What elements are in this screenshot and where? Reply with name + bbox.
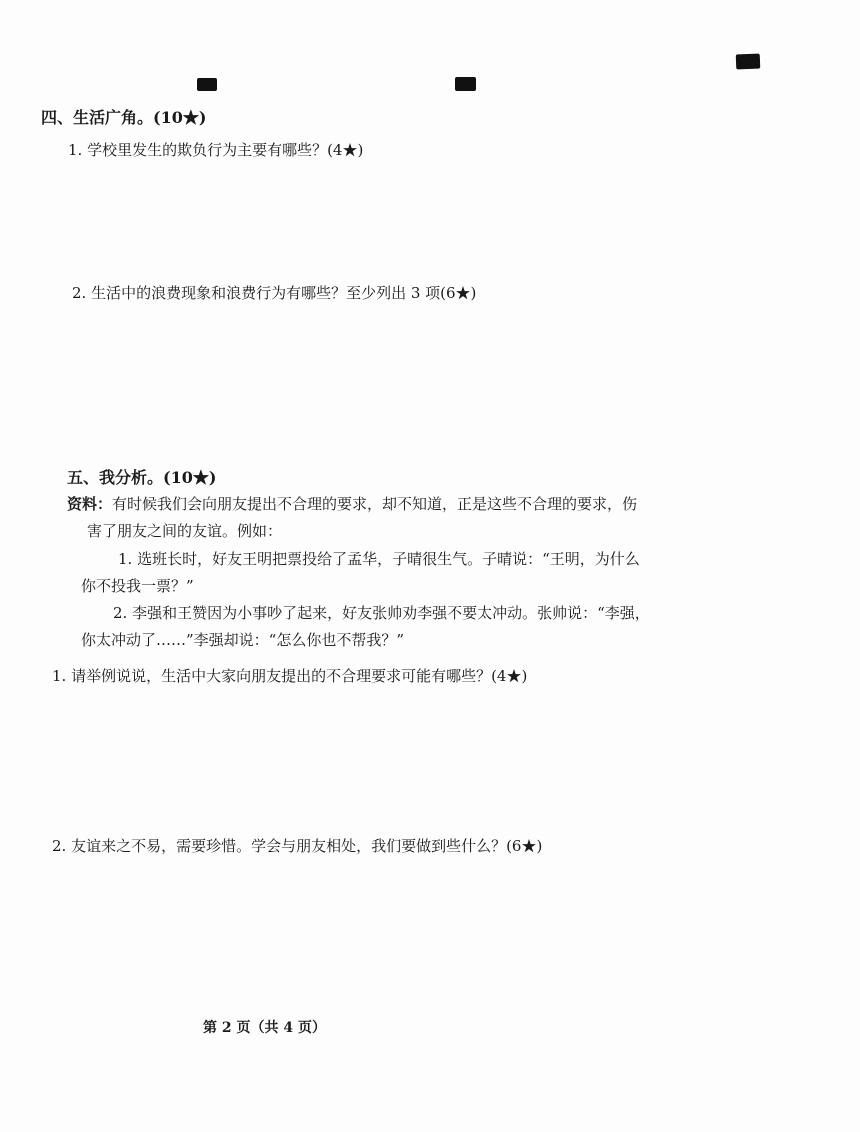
section4-question-2: 2. 生活中的浪费现象和浪费行为有哪些？至少列出 3 项(6★): [72, 284, 477, 302]
alignment-mark-left: [197, 78, 217, 91]
material-line-1: [67, 494, 637, 514]
example-1-line-2: 你不投我一票？”: [81, 577, 194, 595]
material-text-1: 有时候我们会向朋友提出不合理的要求，却不知道，正是这些不合理的要求，伤: [112, 495, 638, 513]
section5-heading: 五、我分析。(10★): [67, 468, 217, 487]
section4-heading: 四、生活广角。(10★): [41, 108, 207, 127]
alignment-mark-right: [736, 54, 761, 70]
example-2-line-2: 你太冲动了……”李强却说：“怎么你也不帮我？”: [81, 631, 405, 649]
section5-question-2: 2. 友谊来之不易，需要珍惜。学会与朋友相处，我们要做到些什么？(6★): [52, 837, 543, 855]
alignment-mark-center: [455, 77, 476, 91]
material-label: 资料：: [67, 495, 113, 513]
material-line-2: 害了朋友之间的友谊。例如：: [87, 522, 283, 540]
section5-question-1: 1. 请举例说说，生活中大家向朋友提出的不合理要求可能有哪些？(4★): [52, 667, 528, 685]
section4-question-1: 1. 学校里发生的欺负行为主要有哪些？(4★): [68, 141, 364, 159]
example-1-line-1: 1. 选班长时，好友王明把票投给了孟华，子晴很生气。子晴说：“王明，为什么: [118, 550, 640, 568]
page-number: 第 2 页（共 4 页）: [203, 1020, 326, 1036]
example-2-line-1: 2. 李强和王赞因为小事吵了起来，好友张帅劝李强不要太冲动。张帅说：“李强，: [113, 604, 650, 622]
